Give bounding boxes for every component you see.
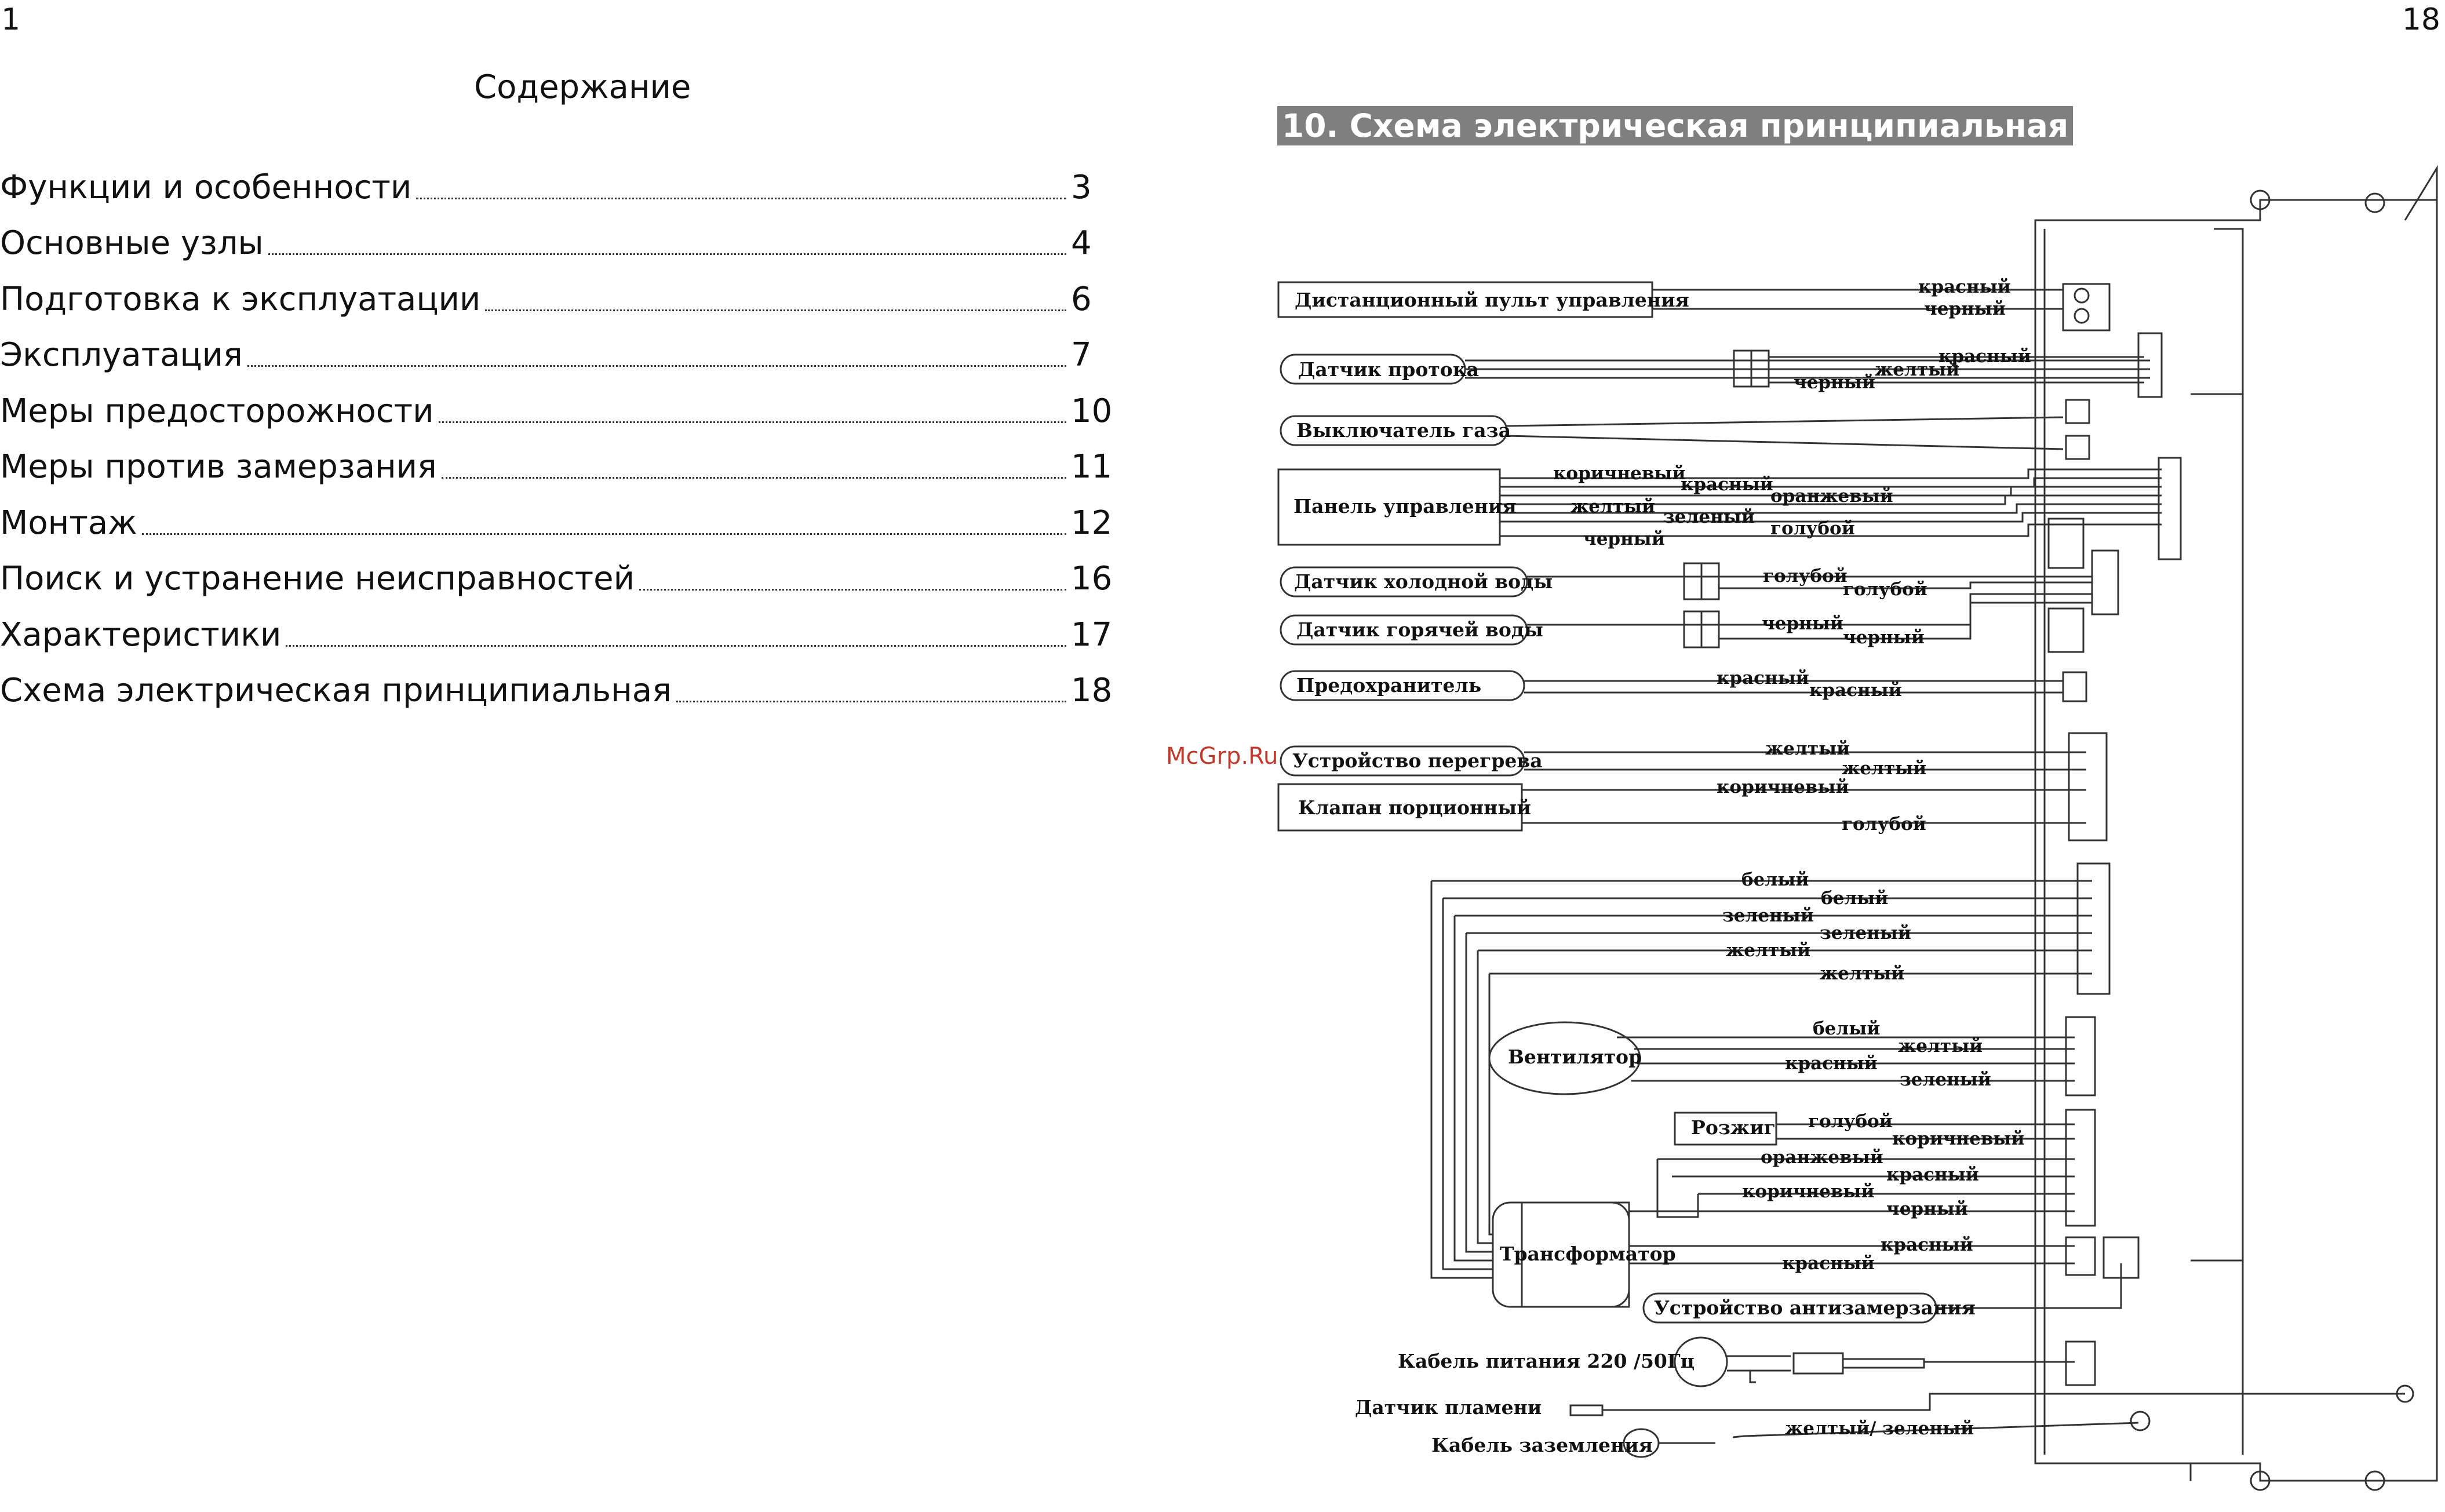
relay <box>2049 609 2083 652</box>
wire-label: черный <box>1843 627 1925 648</box>
connector-block <box>2066 1342 2095 1385</box>
toc-entry-label: Основные узлы <box>0 224 264 262</box>
wire-label: голубой <box>1808 1111 1893 1132</box>
wire-label: желтый <box>1765 738 1850 759</box>
wire-label: зеленый <box>1820 923 1911 943</box>
toc-entry-page: 16 <box>1071 560 1113 597</box>
valve-label: Клапан порционный <box>1298 796 1531 819</box>
cold-sensor-label: Датчик холодной воды <box>1294 570 1553 593</box>
wire-label: желтый/ зеленый <box>1785 1418 1974 1439</box>
toc-entry-label: Эксплуатация <box>0 336 243 374</box>
wire-label: желтый <box>1898 1036 1983 1056</box>
wire-label: черный <box>1924 298 2006 319</box>
toc-entry-page: 6 <box>1071 280 1092 318</box>
wire-label: коричневый <box>1742 1181 1875 1202</box>
wire-label: коричневый <box>1717 777 1849 797</box>
toc-entry-page: 18 <box>1071 672 1113 709</box>
connector-block <box>2138 333 2162 397</box>
ground-cable-label: Кабель заземления <box>1431 1434 1653 1456</box>
flame-sensor-label: Датчик пламени <box>1355 1396 1542 1419</box>
toc-entry-label: Меры против замерзания <box>0 448 437 486</box>
wire-label: голубой <box>1770 518 1855 539</box>
wire-label: голубой <box>1842 814 1926 835</box>
wire-label: зеленый <box>1900 1069 1991 1090</box>
relay <box>2049 519 2083 568</box>
mount-hole <box>2366 194 2384 212</box>
hot-sensor-label: Датчик горячей воды <box>1296 618 1543 641</box>
wire-label: коричневый <box>1553 463 1686 484</box>
connector-block <box>2159 458 2181 559</box>
connector-block <box>2092 551 2118 614</box>
wire-label: белый <box>1741 869 1809 890</box>
wire-label: желтый <box>1842 758 1927 779</box>
toc-entry-page: 10 <box>1071 392 1113 430</box>
wire-label: красный <box>1886 1164 1979 1185</box>
wire-label: желтый <box>1571 496 1656 517</box>
connector-block <box>2069 733 2107 840</box>
wire-label: красный <box>1717 668 1809 688</box>
toc-entry-label: Функции и особенности <box>0 169 412 206</box>
section-heading: 10. Схема электрическая принципиальная <box>1277 106 2073 145</box>
connector-block <box>2066 1017 2095 1095</box>
watermark: McGrp.Ru <box>1166 743 1278 770</box>
wire-label: черный <box>1886 1198 1968 1219</box>
wire-label: красный <box>1785 1053 1878 1074</box>
wire-label: красный <box>1809 680 1902 701</box>
wire-label: красный <box>1938 346 2031 367</box>
fan-label: Вентилятор <box>1508 1045 1642 1068</box>
fuse-label: Предохранитель <box>1296 674 1482 697</box>
wire-label: белый <box>1821 888 1889 909</box>
wire-label: черный <box>1762 613 1843 634</box>
antifreeze-label: Устройство антизамерзания <box>1654 1296 1976 1319</box>
wire-label: белый <box>1813 1018 1881 1039</box>
wire-label: черный <box>1583 529 1665 549</box>
connector-block <box>2066 1237 2095 1275</box>
ignition-label: Розжиг <box>1691 1116 1776 1139</box>
toc-entry-page: 4 <box>1071 224 1092 262</box>
toc-entry-label: Меры предосторожности <box>0 392 434 430</box>
hot-connector <box>1684 611 1701 647</box>
toc-entry-page: 11 <box>1071 448 1113 486</box>
power-cable-label: Кабель питания 220 /50Гц <box>1398 1350 1695 1372</box>
toc-entry-label: Подготовка к эксплуатации <box>0 280 481 318</box>
relay <box>2066 400 2089 423</box>
page-number-right: 18 <box>2402 2 2440 37</box>
hot-connector <box>1701 611 1719 647</box>
flow-sensor-label: Датчик протока <box>1298 358 1480 381</box>
toc-title: Содержание <box>474 68 691 106</box>
toc-entry-label: Поиск и устранение неисправностей <box>0 560 635 597</box>
toc-entry-label: Схема электрическая принципиальная <box>0 672 672 709</box>
wire-label: красный <box>1881 1234 1973 1255</box>
board-corner <box>2405 168 2437 220</box>
toc-entry-page: 3 <box>1071 169 1092 206</box>
remote-label: Дистанционный пульт управления <box>1295 289 1689 311</box>
relay <box>2066 436 2089 459</box>
ground-terminal <box>2131 1412 2149 1430</box>
transformer-label: Трансформатор <box>1500 1243 1676 1265</box>
wire-label: голубой <box>1763 566 1848 586</box>
wire-label: зеленый <box>1722 905 1814 926</box>
cold-connector <box>1701 563 1719 599</box>
cold-connector <box>1684 563 1701 599</box>
overheat-label: Устройство перегрева <box>1292 749 1543 772</box>
wire-label: красный <box>1918 276 2011 297</box>
wire-label: красный <box>1782 1253 1875 1274</box>
board-rail <box>2191 229 2243 1455</box>
page-number-left: 1 <box>1 2 21 37</box>
connector-block <box>2063 672 2086 701</box>
toc-entry-page: 12 <box>1071 504 1113 542</box>
toc-entry-label: Монтаж <box>0 504 137 542</box>
wire-label: коричневый <box>1892 1128 2025 1149</box>
wire-label: оранжевый <box>1770 486 1893 507</box>
wire-label: зеленый <box>1663 507 1755 527</box>
control-panel-label: Панель управления <box>1293 495 1517 518</box>
wire-label: оранжевый <box>1761 1147 1883 1168</box>
connector-block <box>2066 1110 2095 1226</box>
wire-label: голубой <box>1843 579 1927 600</box>
wire-label: красный <box>1681 474 1773 495</box>
toc-entry-page: 17 <box>1071 616 1113 654</box>
wire-label: желтый <box>1875 359 1960 380</box>
wire-label: желтый <box>1820 963 1905 984</box>
wire-label: желтый <box>1726 940 1811 961</box>
wire-label: черный <box>1794 372 1875 393</box>
toc-entry-label: Характеристики <box>0 616 282 654</box>
toc-entry-page: 7 <box>1071 336 1092 374</box>
gas-switch-label: Выключатель газа <box>1296 419 1511 442</box>
